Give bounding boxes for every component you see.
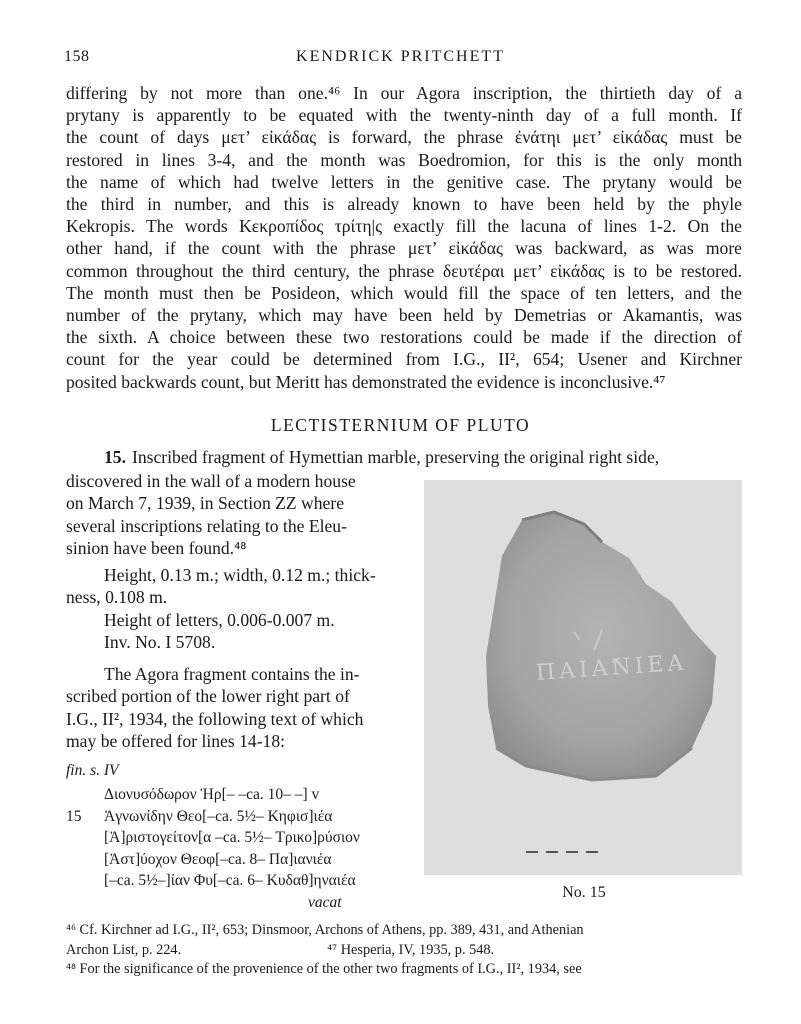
stone-inscribed-letters: ΠΑΙΑΝΙΕΑ <box>535 650 689 687</box>
inscription-line: [–ca. 5½–]ίαν Φυ[–ca. 6– Κυδαθ]ηναιέα <box>104 872 356 890</box>
description-line: I.G., II², 1934, the following text of which <box>66 708 364 729</box>
paragraph-line: posited backwards count, but Meritt has demonstrated the evidence is inconclusive.⁴⁷ <box>66 371 666 392</box>
vacat-note: vacat <box>308 893 342 911</box>
inscription-text <box>66 784 360 914</box>
inscription-line: 15 Ἁγνωνίδην Θεο[–ca. 5½– Κηφισ]ιέα <box>66 807 333 825</box>
running-head: KENDRICK PRITCHETT <box>296 48 505 65</box>
inscription-line: [Ἀστ]ύοχον Θεοφ[–ca. 8– Πα]ιανιέα <box>104 850 332 868</box>
paragraph-line: The month must then be Posideon, which would fill the space of ten letters, and the <box>66 282 742 303</box>
fragment-photograph <box>424 480 742 875</box>
marble-fragment-image <box>424 480 742 875</box>
footnote-line: ⁴⁶ Cf. Kirchner ad I.G., II², 653; Dinsmoor, Archons of Athens, pp. 389, 431, and Athenian <box>66 922 584 938</box>
entry-continuation <box>66 470 406 560</box>
dimensions-line: Height, 0.13 m.; width, 0.12 m.; thick- <box>104 565 376 585</box>
letter-height: Height of letters, 0.006-0.007 m. <box>104 609 335 630</box>
body-paragraph <box>66 82 742 393</box>
paragraph-line: the count of days μετ’ εἰκάδας is forward, the phrase ἐνάτηι μετ’ εἰκάδας must be <box>66 127 742 148</box>
paragraph-line: differing by not more than one.⁴⁶ In our Agora inscription, the thirtieth day of a <box>66 83 742 103</box>
paragraph-line: other hand, if the count with the phrase μετ’ εἰκάδας was backward, as was more <box>66 238 742 259</box>
inventory-number: Inv. No. I 5708. <box>104 632 216 653</box>
entry-number: 15. <box>104 447 126 467</box>
entry-measurements <box>66 564 406 654</box>
paragraph-line: number of the prytany, which may have been held by Demetrias or Akamantis, was <box>66 305 742 326</box>
inscription-date-label: fin. s. IV <box>66 762 119 779</box>
figure-caption: No. 15 <box>562 884 606 901</box>
entry-line: discovered in the wall of a modern house <box>66 471 356 491</box>
paragraph-line: Kekropis. The words Κεκροπίδος τρίτη|ς exactly fill the lacuna of lines 1-2. On the <box>66 216 742 237</box>
inscription-line: [Ἀ]ριστογείτον[α –ca. 5½– Τρικο]ρύσιον <box>104 829 360 847</box>
paragraph-line: prytany is apparently to be equated with the twenty-ninth day of a full month. If <box>66 105 742 126</box>
description-line: may be offered for lines 14-18: <box>66 731 286 752</box>
description-line: The Agora fragment contains the in- <box>104 664 360 684</box>
entry-first-line <box>104 447 741 468</box>
entry-description <box>66 663 406 753</box>
entry-first-text: Inscribed fragment of Hymettian marble, preserving the original right side, <box>132 447 660 467</box>
section-heading: LECTISTERNIUM OF PLUTO <box>270 415 531 435</box>
paragraph-line: count for the year could be determined from I.G., II², 654; Usener and Kirchner <box>66 349 742 370</box>
footnotes <box>66 921 742 980</box>
entry-line: on March 7, 1939, in Section ZZ where <box>66 493 345 514</box>
description-line: scribed portion of the lower right part of <box>66 686 350 707</box>
dimensions-line: ness, 0.108 m. <box>66 587 168 608</box>
paragraph-line: the name of which had twelve letters in the genitive case. The prytany would be <box>66 171 742 192</box>
footnote-line: ⁴⁸ For the significance of the provenience of the other two fragments of I.G., II², 1934, see <box>66 961 582 977</box>
page-number: 158 <box>64 48 90 65</box>
paragraph-line: the third in number, and this is already known to have been held by the phyle <box>66 194 742 215</box>
paragraph-line: common throughout the third century, the phrase δευτέραι μετ’ εἰκάδας is to be restored. <box>66 260 742 281</box>
entry-line: sinion have been found.⁴⁸ <box>66 538 247 559</box>
paragraph-line: restored in lines 3-4, and the month was Boedromion, for this is the only month <box>66 149 742 170</box>
entry-line: several inscriptions relating to the Eleu- <box>66 515 347 536</box>
footnote-line: Archon List, p. 224. ⁴⁷ Hesperia, IV, 1935, p. 548. <box>66 941 495 958</box>
paragraph-line: the sixth. A choice between these two restorations could be made if the direction of <box>66 327 742 348</box>
inscription-line: Διονυσόδωρον Ἡρ[– –ca. 10– –] v <box>104 786 320 803</box>
